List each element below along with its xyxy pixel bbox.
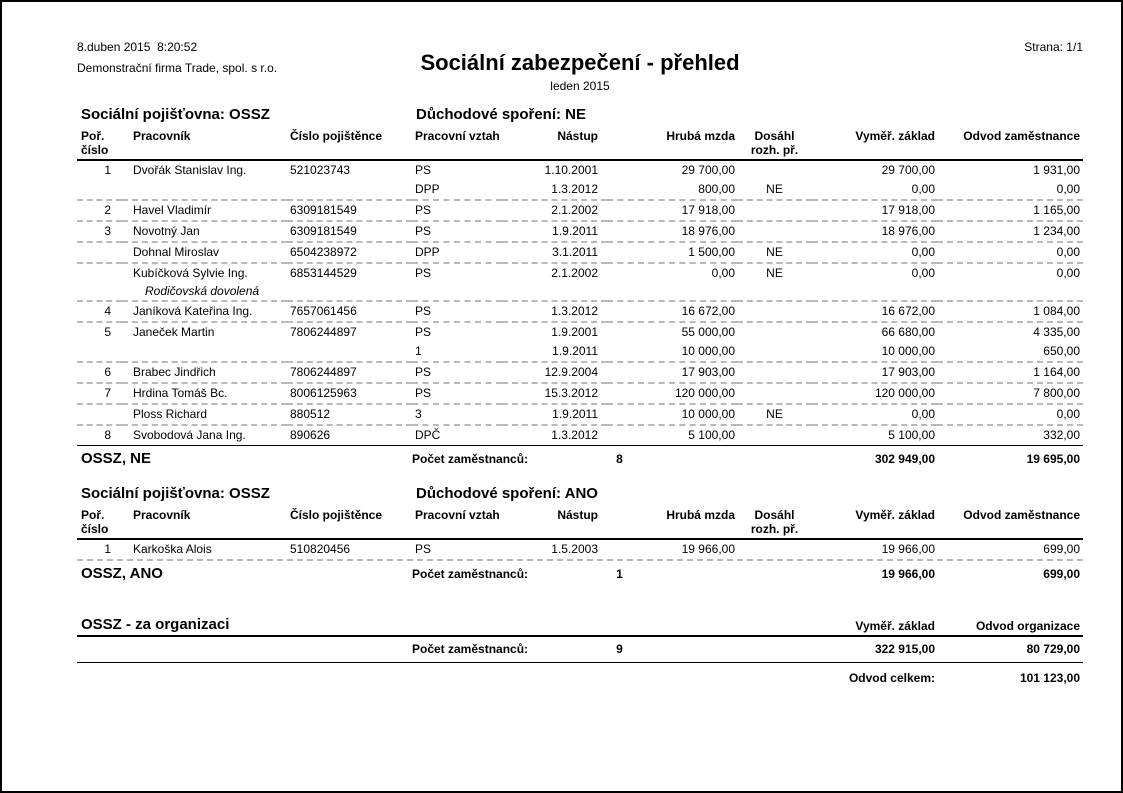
cell-work-relation: DPP <box>415 182 440 196</box>
cell-assessment-base: 0,00 <box>812 242 937 263</box>
org-header-row <box>77 616 1083 637</box>
cell-worker-name <box>122 342 287 362</box>
cell-worker-name <box>122 221 287 242</box>
cell-order-number: 6 <box>77 362 122 383</box>
cell-insurance-number: 7657061456 <box>287 301 412 322</box>
cell-employee-levy: 4 335,00 <box>937 322 1083 342</box>
summary-count-label: Počet zaměstnanců: <box>412 567 529 581</box>
summary-count-label: Počet zaměstnanců: <box>412 452 529 466</box>
org-levy-value: 80 729,00 <box>1026 642 1080 656</box>
table-header-row <box>77 508 1083 539</box>
cell-gross-wage: 18 976,00 <box>607 221 737 242</box>
cell-order-number <box>77 180 122 200</box>
cell-order-number: 1 <box>104 163 111 177</box>
cell-gross-wage: 19 966,00 <box>681 542 735 556</box>
cell-worker-name <box>122 200 287 221</box>
cell-employee-levy: 0,00 <box>937 263 1083 301</box>
worker-name: Novotný Jan <box>133 224 200 238</box>
cell-start-date: 1.9.2011 <box>552 344 598 358</box>
section-heading-insurer: Sociální pojišťovna: OSSZ <box>81 106 270 123</box>
cell-employee-levy: 1 931,00 <box>1033 163 1080 177</box>
cell-gross-wage: 5 100,00 <box>607 425 737 445</box>
cell-start-date: 15.3.2012 <box>502 383 607 404</box>
cell-assessment-base: 29 700,00 <box>881 163 935 177</box>
column-header: Odvod zaměstnance <box>937 129 1083 160</box>
cell-order-number <box>77 404 122 425</box>
cell-threshold-reached <box>737 200 812 221</box>
cell-start-date: 12.9.2004 <box>502 362 607 383</box>
cell-insurance-number <box>287 180 412 200</box>
employee-row <box>77 200 1083 221</box>
worker-name: Ploss Richard <box>133 407 208 421</box>
cell-assessment-base: 18 976,00 <box>812 221 937 242</box>
cell-start-date: 1.3.2012 <box>502 301 607 322</box>
summary-base-value: 302 949,00 <box>874 452 935 466</box>
org-column-levy: Odvod organizace <box>975 619 1080 633</box>
worker-name: Svobodová Jana Ing. <box>133 428 246 442</box>
cell-worker-name <box>122 242 287 263</box>
cell-employee-levy: 0,00 <box>937 242 1083 263</box>
cell-work-relation: PS <box>412 322 502 342</box>
cell-gross-wage: 800,00 <box>698 182 735 196</box>
org-base-value: 322 915,00 <box>874 642 935 656</box>
cell-threshold-reached <box>737 362 812 383</box>
org-count-label: Počet zaměstnanců: <box>412 642 529 656</box>
cell-order-number: 3 <box>77 221 122 242</box>
cell-insurance-number: 7806244897 <box>287 322 412 342</box>
grand-total-label: Odvod celkem: <box>848 671 935 685</box>
employee-row <box>77 301 1083 322</box>
cell-work-relation: PS <box>415 163 432 177</box>
summary-base-value: 19 966,00 <box>881 567 935 581</box>
worker-name: Havel Vladimír <box>133 203 212 217</box>
employee-row <box>77 242 1083 263</box>
cell-start-date: 2.1.2002 <box>502 263 607 301</box>
cell-insurance-number: 8006125963 <box>287 383 412 404</box>
cell-start-date: 2.1.2002 <box>502 200 607 221</box>
column-header: Dosáhl rozh. př. <box>737 129 812 160</box>
cell-order-number: 7 <box>77 383 122 404</box>
worker-note: Rodičovská dovolená <box>145 284 260 298</box>
section-heading-row <box>77 485 1083 506</box>
cell-work-relation: PS <box>412 263 502 301</box>
cell-insurance-number: 510820456 <box>290 542 351 556</box>
cell-assessment-base: 19 966,00 <box>881 542 935 556</box>
column-header: Poř. číslo <box>77 508 122 539</box>
cell-assessment-base: 0,00 <box>812 263 937 301</box>
cell-gross-wage: 1 500,00 <box>607 242 737 263</box>
worker-name: Kubíčková Sylvie Ing. <box>133 266 248 280</box>
report-sections <box>77 106 1083 588</box>
cell-gross-wage: 17 903,00 <box>607 362 737 383</box>
column-header: Vyměř. základ <box>812 508 937 539</box>
report-title: Sociální zabezpečení - přehled <box>420 50 740 75</box>
org-heading: OSSZ - za organizaci <box>81 616 230 633</box>
cell-worker-name <box>122 362 287 383</box>
cell-gross-wage: 120 000,00 <box>607 383 737 404</box>
cell-employee-levy: 650,00 <box>1043 344 1080 358</box>
employees-table <box>77 129 1083 445</box>
cell-insurance-number: 890626 <box>287 425 412 445</box>
cell-gross-wage: 55 000,00 <box>607 322 737 342</box>
company-name: Demonstrační firma Trade, spol. s r.o. <box>77 61 278 75</box>
worker-name: Dvořák Stanislav Ing. <box>133 163 247 177</box>
cell-assessment-base: 5 100,00 <box>812 425 937 445</box>
cell-threshold-reached <box>737 322 812 342</box>
cell-worker-name <box>122 404 287 425</box>
cell-worker-name <box>122 263 287 301</box>
cell-order-number: 8 <box>77 425 122 445</box>
cell-insurance-number: 6309181549 <box>287 200 412 221</box>
cell-work-relation: 3 <box>412 404 502 425</box>
column-header: Vyměř. základ <box>812 129 937 160</box>
cell-assessment-base: 17 918,00 <box>812 200 937 221</box>
column-header: Nástup <box>502 508 607 539</box>
cell-threshold-reached <box>737 383 812 404</box>
cell-insurance-number: 6504238972 <box>287 242 412 263</box>
cell-threshold-reached: NE <box>737 404 812 425</box>
cell-employee-levy: 1 165,00 <box>937 200 1083 221</box>
summary-group-label: OSSZ, ANO <box>81 565 163 582</box>
employees-table <box>77 508 1083 559</box>
cell-insurance-number: 7806244897 <box>287 362 412 383</box>
cell-threshold-reached: NE <box>766 182 783 196</box>
employee-row <box>77 404 1083 425</box>
cell-start-date: 1.10.2001 <box>544 163 598 177</box>
cell-threshold-reached <box>737 342 812 362</box>
cell-assessment-base: 66 680,00 <box>812 322 937 342</box>
cell-work-relation: PS <box>412 383 502 404</box>
column-header: Pracovní vztah <box>412 508 502 539</box>
cell-threshold-reached <box>737 539 812 559</box>
cell-order-number <box>77 263 122 301</box>
cell-work-relation: PS <box>412 362 502 383</box>
org-column-base: Vyměř. základ <box>855 619 935 633</box>
cell-assessment-base: 16 672,00 <box>812 301 937 322</box>
cell-gross-wage: 0,00 <box>607 263 737 301</box>
column-header: Číslo pojištěnce <box>287 508 412 539</box>
cell-worker-name <box>122 301 287 322</box>
cell-work-relation: 1 <box>415 344 422 358</box>
cell-start-date: 1.3.2012 <box>551 182 598 196</box>
cell-threshold-reached <box>737 221 812 242</box>
cell-threshold-reached <box>737 301 812 322</box>
cell-employee-levy: 699,00 <box>1043 542 1080 556</box>
cell-work-relation: DPP <box>412 242 502 263</box>
cell-start-date: 1.3.2012 <box>502 425 607 445</box>
cell-order-number: 4 <box>77 301 122 322</box>
cell-worker-name <box>122 160 287 180</box>
cell-insurance-number: 6309181549 <box>287 221 412 242</box>
cell-work-relation: PS <box>412 221 502 242</box>
cell-insurance-number: 521023743 <box>290 163 351 177</box>
cell-threshold-reached <box>737 160 812 180</box>
cell-threshold-reached: NE <box>737 263 812 301</box>
cell-start-date: 1.5.2003 <box>551 542 598 556</box>
cell-assessment-base: 17 903,00 <box>812 362 937 383</box>
cell-work-relation: DPČ <box>412 425 502 445</box>
cell-worker-name <box>122 383 287 404</box>
report-section <box>77 485 1083 588</box>
page-number: Strana: 1/1 <box>1024 40 1083 54</box>
header-center <box>377 40 783 94</box>
employee-row <box>77 539 1083 559</box>
cell-insurance-number: 880512 <box>287 404 412 425</box>
cell-threshold-reached <box>737 425 812 445</box>
cell-order-number: 5 <box>77 322 122 342</box>
cell-gross-wage: 10 000,00 <box>681 344 735 358</box>
column-header: Nástup <box>502 129 607 160</box>
table-header-row <box>77 129 1083 160</box>
column-header: Pracovník <box>122 508 287 539</box>
cell-employee-levy: 0,00 <box>1056 182 1080 196</box>
employee-row <box>77 342 1083 362</box>
org-count-value: 9 <box>616 642 623 656</box>
column-header: Hrubá mzda <box>607 508 737 539</box>
worker-name: Karkoška Alois <box>133 542 212 556</box>
column-header: Pracovní vztah <box>412 129 502 160</box>
cell-work-relation: PS <box>412 200 502 221</box>
cell-gross-wage: 10 000,00 <box>607 404 737 425</box>
summary-group-label: OSSZ, NE <box>81 450 152 467</box>
employee-row <box>77 263 1083 301</box>
employee-row <box>77 322 1083 342</box>
employee-row <box>77 362 1083 383</box>
cell-assessment-base: 10 000,00 <box>881 344 935 358</box>
cell-worker-name <box>122 180 287 200</box>
cell-order-number: 2 <box>77 200 122 221</box>
column-header: Poř. číslo <box>77 129 122 160</box>
employee-row <box>77 160 1083 180</box>
report-datetime: 8.duben 2015 8:20:52 <box>77 40 198 54</box>
column-header: Číslo pojištěnce <box>287 129 412 160</box>
cell-employee-levy: 1 234,00 <box>937 221 1083 242</box>
cell-start-date: 1.9.2001 <box>502 322 607 342</box>
column-header: Odvod zaměstnance <box>937 508 1083 539</box>
cell-employee-levy: 1 164,00 <box>937 362 1083 383</box>
summary-count-value: 1 <box>616 567 623 581</box>
summary-levy-value: 699,00 <box>1043 567 1080 581</box>
summary-count-value: 8 <box>616 452 623 466</box>
employee-row <box>77 383 1083 404</box>
cell-order-number <box>77 242 122 263</box>
cell-threshold-reached: NE <box>737 242 812 263</box>
employee-row <box>77 221 1083 242</box>
report-section <box>77 106 1083 473</box>
section-heading-insurer: Sociální pojišťovna: OSSZ <box>81 485 270 502</box>
worker-name: Hrdina Tomáš Bc. <box>133 386 228 400</box>
column-header: Pracovník <box>122 129 287 160</box>
section-heading-pension-saving: Důchodové spoření: ANO <box>416 485 598 502</box>
worker-name: Janíková Kateřina Ing. <box>133 304 253 318</box>
worker-name: Janeček Martin <box>133 325 215 339</box>
cell-worker-name <box>122 539 287 559</box>
grand-total-value: 101 123,00 <box>1019 671 1080 685</box>
cell-insurance-number: 6853144529 <box>287 263 412 301</box>
cell-gross-wage: 16 672,00 <box>607 301 737 322</box>
summary-levy-value: 19 695,00 <box>1026 452 1080 466</box>
header-left <box>77 40 377 76</box>
report-period: leden 2015 <box>550 79 610 93</box>
section-heading-row <box>77 106 1083 127</box>
cell-employee-levy: 332,00 <box>937 425 1083 445</box>
cell-start-date: 1.9.2011 <box>502 221 607 242</box>
report-header <box>77 40 1083 94</box>
org-grand-total-row <box>77 663 1083 685</box>
cell-worker-name <box>122 425 287 445</box>
cell-order-number: 1 <box>104 542 111 556</box>
employee-row <box>77 425 1083 445</box>
org-totals-row <box>77 637 1083 663</box>
section-summary-row <box>77 445 1083 473</box>
cell-insurance-number <box>287 342 412 362</box>
cell-gross-wage: 29 700,00 <box>681 163 735 177</box>
cell-assessment-base: 0,00 <box>911 182 935 196</box>
cell-work-relation: PS <box>415 542 432 556</box>
employee-row <box>77 180 1083 200</box>
cell-worker-name <box>122 322 287 342</box>
cell-employee-levy: 1 084,00 <box>937 301 1083 322</box>
cell-order-number <box>77 342 122 362</box>
worker-name: Dohnal Miroslav <box>133 245 220 259</box>
column-header: Dosáhl rozh. př. <box>737 508 812 539</box>
cell-assessment-base: 120 000,00 <box>812 383 937 404</box>
section-heading-pension-saving: Důchodové spoření: NE <box>416 106 587 123</box>
column-header: Hrubá mzda <box>607 129 737 160</box>
cell-assessment-base: 0,00 <box>812 404 937 425</box>
section-summary-row <box>77 559 1083 588</box>
cell-employee-levy: 7 800,00 <box>937 383 1083 404</box>
cell-gross-wage: 17 918,00 <box>607 200 737 221</box>
cell-start-date: 3.1.2011 <box>502 242 607 263</box>
worker-name: Brabec Jindřich <box>133 365 216 379</box>
cell-work-relation: PS <box>412 301 502 322</box>
cell-start-date: 1.9.2011 <box>502 404 607 425</box>
org-section <box>77 616 1083 685</box>
cell-employee-levy: 0,00 <box>937 404 1083 425</box>
